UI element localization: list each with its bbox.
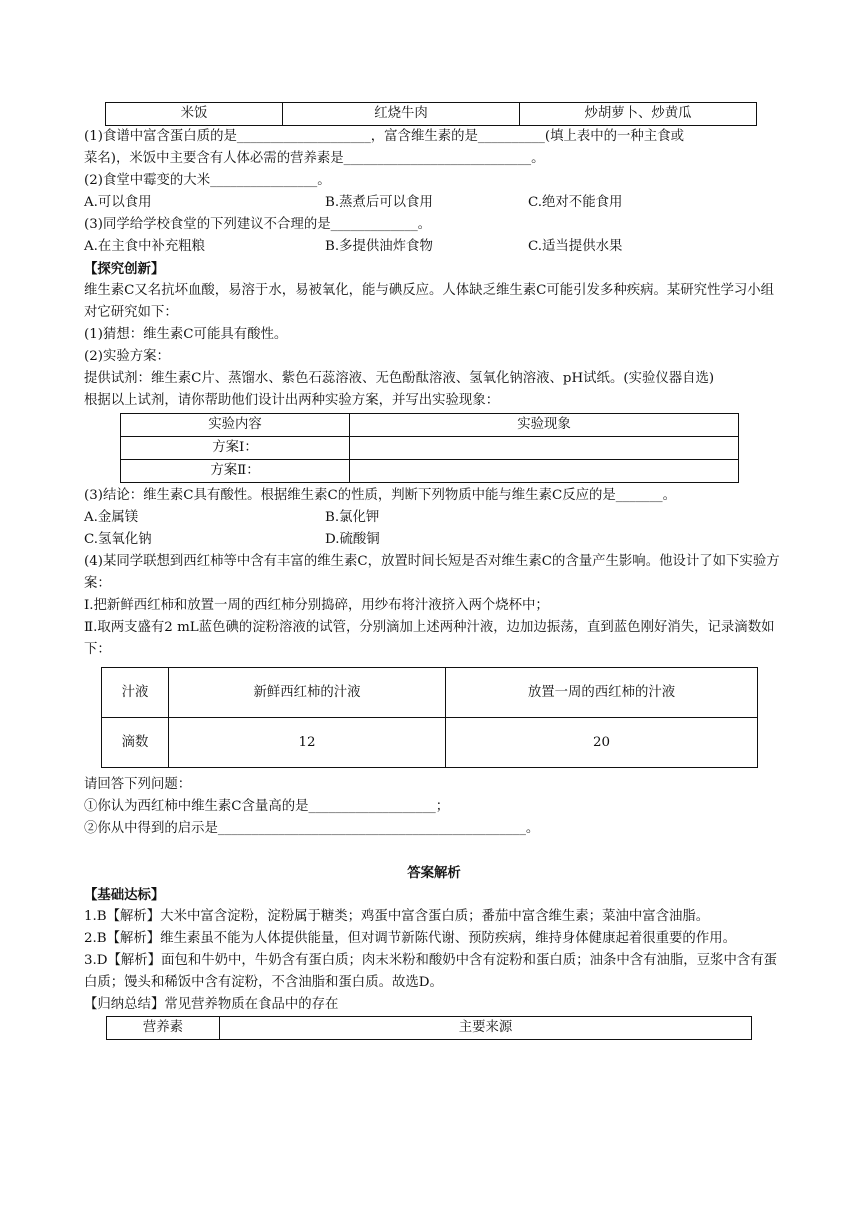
conclusion-options-row1: [84, 507, 784, 529]
q2-stem: (2)食堂中霉变的大米________________。: [84, 173, 331, 188]
answer-line-1: ①你认为西红柿中维生素C含量高的是___________________；: [84, 799, 450, 814]
summary-header-source: 主要来源: [220, 1017, 752, 1040]
q3-stem: (3)同学给学校食堂的下列建议不合理的是_____________。: [84, 217, 432, 232]
explore-plan: (2)实验方案：: [84, 349, 170, 364]
plan-header-content: 实验内容: [121, 414, 350, 437]
drops-table: [101, 667, 758, 768]
menu-cell-veg: 炒胡萝卜、炒黄瓜: [520, 103, 757, 126]
summary-table: [106, 1016, 752, 1040]
answer-1: 1.B【解析】大米中富含淀粉，淀粉属于糖类；鸡蛋中富含蛋白质；番茄中富含维生素；菜油中富含油脂。: [84, 909, 710, 924]
q3-option-a: A.在主食中补充粗粮: [84, 239, 206, 254]
plan-row-1-result: [350, 437, 739, 460]
plan-row-2-result: [350, 460, 739, 483]
answers-heading: 【基础达标】: [84, 887, 165, 903]
conclusion-option-c: C.氢氧化钠: [84, 532, 152, 547]
q2-option-b: B.蒸煮后可以食用: [325, 195, 433, 210]
answer-2: 2.B【解析】维生素虽不能为人体提供能量，但对调节新陈代谢、预防疾病，维持身体健康起着很重要的作用。: [84, 931, 736, 946]
plan-row-2: 方案Ⅱ：: [121, 460, 350, 483]
q3-option-b: B.多提供油炸食物: [325, 239, 433, 254]
menu-cell-rice: 米饭: [106, 103, 283, 126]
explore-guess: (1)猜想：维生素C可能具有酸性。: [84, 327, 288, 342]
plan-table: [120, 413, 739, 483]
explore-heading: 【探究创新】: [84, 261, 165, 277]
q3-option-c: C.适当提供水果: [528, 239, 623, 254]
answer-3: 3.D【解析】面包和牛奶中，牛奶含有蛋白质；肉末米粉和酸奶中含有淀粉和蛋白质；油条中含有油脂，豆浆中含有蛋白质；馒头和稀饭中含有淀粉，不含油脂和蛋白质。故选D。: [84, 953, 778, 990]
drops-header-week: 放置一周的西红柿的汁液: [446, 668, 758, 718]
drops-week-value: 20: [446, 718, 758, 768]
drops-header-fresh: 新鲜西红柿的汁液: [169, 668, 446, 718]
conclusion-options-row2: [84, 529, 784, 551]
menu-table: [105, 102, 757, 126]
explore-step1: Ⅰ.把新鲜西红柿和放置一周的西红柿分别捣碎，用纱布将汁液挤入两个烧杯中；: [84, 598, 549, 613]
answer-prompt: 请回答下列问题：: [84, 777, 192, 792]
plan-row-1: 方案Ⅰ：: [121, 437, 350, 460]
conclusion-option-a: A.金属镁: [84, 510, 139, 525]
conclusion-option-d: D.硫酸铜: [325, 532, 380, 547]
q3-options: [84, 236, 784, 258]
menu-cell-beef: 红烧牛肉: [283, 103, 520, 126]
plan-header-phenomenon: 实验现象: [350, 414, 739, 437]
explore-reagents: 提供试剂：维生素C片、蒸馏水、紫色石蕊溶液、无色酚酞溶液、氢氧化钠溶液、pH试纸。(实验仪器自选): [84, 371, 715, 386]
q1-line2: 菜名)，米饭中主要含有人体必需的营养素是____________________________。: [84, 151, 545, 166]
answers-title: 答案解析: [407, 865, 461, 881]
conclusion-option-b: B.氯化钾: [325, 510, 380, 525]
q2-options: [84, 192, 784, 214]
summary-heading: 【归纳总结】常见营养物质在食品中的存在: [84, 997, 339, 1012]
drops-fresh-value: 12: [169, 718, 446, 768]
drops-header-juice: 汁液: [102, 668, 169, 718]
q1-line1: (1)食谱中富含蛋白质的是____________________，富含维生素的是__________(填上表中的一种主食或: [84, 129, 684, 144]
explore-conclusion: (3)结论：维生素C具有酸性。根据维生素C的性质，判断下列物质中能与维生素C反应的是_______。: [84, 488, 677, 503]
q2-option-a: A.可以食用: [84, 195, 152, 210]
drops-row-label: 滴数: [102, 718, 169, 768]
explore-intro: 维生素C又名抗坏血酸，易溶于水，易被氧化，能与碘反应。人体缺乏维生素C可能引发多种疾病。某研究性学习小组对它研究如下：: [84, 283, 775, 320]
summary-header-nutrient: 营养素: [107, 1017, 220, 1040]
explore-design: 根据以上试剂，请你帮助他们设计出两种实验方案，并写出实验现象：: [84, 393, 500, 408]
explore-step2: Ⅱ.取两支盛有2 mL蓝色碘的淀粉溶液的试管，分别滴加上述两种汁液，边加边振荡，直到蓝色刚好消失，记录滴数如下：: [84, 620, 775, 657]
explore-q4: (4)某同学联想到西红柿等中含有丰富的维生素C，放置时间长短是否对维生素C的含量产生影响。他设计了如下实验方案：: [84, 554, 780, 591]
q2-option-c: C.绝对不能食用: [528, 195, 623, 210]
answer-line-2: ②你从中得到的启示是______________________________________________。: [84, 821, 540, 836]
